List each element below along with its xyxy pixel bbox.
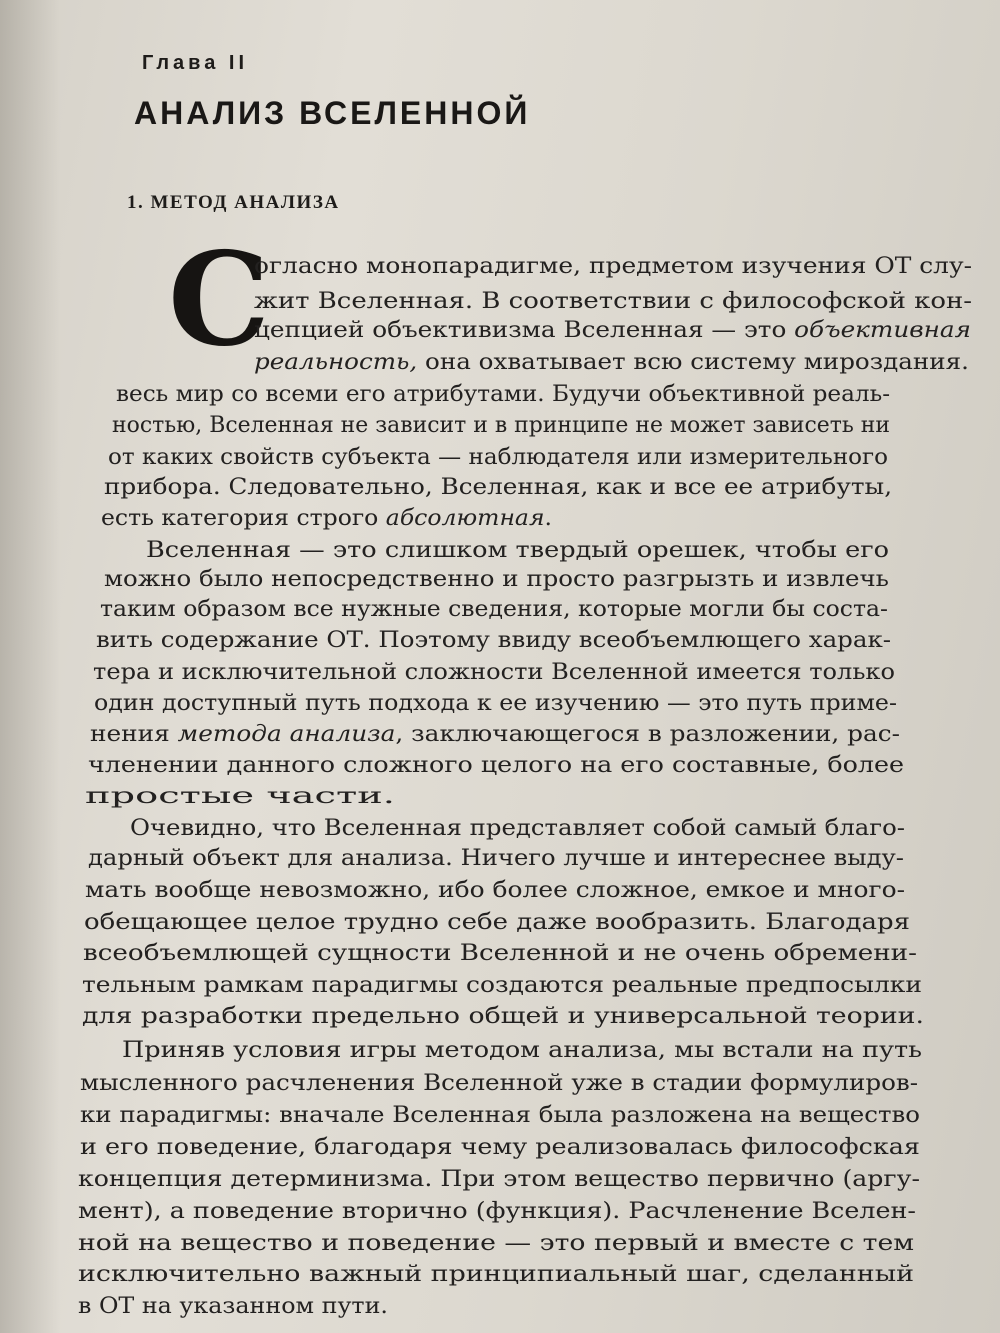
text-line xyxy=(80,1071,918,1097)
text-segment: исключительно важный принципиальный шаг, сделанный xyxy=(78,1262,915,1287)
text-line xyxy=(78,1199,916,1225)
text-segment: можно было непосредственно и просто разгрызть и извлечь xyxy=(104,567,889,592)
text-line xyxy=(254,289,972,315)
section-title: 1. МЕТОД АНАЛИЗА xyxy=(127,192,340,213)
text-segment: жит Вселенная. В соответствии с философской кон- xyxy=(254,289,973,314)
text-line xyxy=(254,350,969,376)
text-segment: она охватывает всю систему мироздания. xyxy=(417,350,970,375)
text-line xyxy=(94,691,897,717)
text-line xyxy=(93,660,895,686)
text-line xyxy=(80,1103,920,1129)
text-segment: мать вообще невозможно, ибо более сложное, емкое и много- xyxy=(85,878,905,903)
text-line xyxy=(130,816,905,842)
chapter-label: Глава II xyxy=(142,52,248,74)
text-segment: простые части. xyxy=(85,784,396,809)
text-segment: Очевидно, что Вселенная представляет собой самый благо- xyxy=(130,816,905,841)
text-segment: и его поведение, благодаря чему реализовалась философская xyxy=(80,1135,920,1160)
text-line xyxy=(78,1294,388,1320)
text-line xyxy=(146,538,889,564)
text-segment: ностью, Вселенная не зависит и в принципе не может зависеть ни xyxy=(112,413,891,438)
text-line xyxy=(100,597,888,623)
text-segment: Приняв условия игры методом анализа, мы встали на путь xyxy=(122,1038,922,1063)
text-line xyxy=(82,1004,924,1030)
text-segment: прибора. Следовательно, Вселенная, как и все ее атрибуты, xyxy=(104,475,893,500)
text-segment: ки парадигмы: вначале Вселенная была разложена на вещество xyxy=(80,1103,920,1128)
text-segment: весь мир со всеми его атрибутами. Будучи объективной реаль- xyxy=(116,382,891,407)
text-segment: нения xyxy=(90,722,178,747)
text-segment: для разработки предельно общей и универсальной теории. xyxy=(82,1004,924,1029)
text-line xyxy=(82,973,922,999)
text-segment: членении данного сложного целого на его составные, более xyxy=(88,753,905,778)
text-segment: таким образом все нужные сведения, которые могли бы соста- xyxy=(100,597,888,622)
text-segment: . xyxy=(544,506,552,531)
page-edge-shadow xyxy=(0,0,60,1333)
text-line xyxy=(85,784,395,810)
text-segment: вить содержание ОТ. Поэтому ввиду всеобъемлющего харак- xyxy=(96,628,892,653)
text-segment: в ОТ на указанном пути. xyxy=(78,1294,389,1319)
text-segment: обещающее целое трудно себе даже вообразить. Благодаря xyxy=(84,910,910,935)
text-line xyxy=(90,722,900,748)
italic-term: абсолютная xyxy=(385,506,545,531)
drop-cap: С xyxy=(168,225,270,375)
text-line xyxy=(83,941,917,967)
text-line xyxy=(254,254,972,280)
text-segment: ной на вещество и поведение — это первый и вместе с тем xyxy=(78,1231,915,1256)
text-segment: один доступный путь подхода к ее изучению — это путь приме- xyxy=(94,691,897,716)
italic-term: объективная xyxy=(794,318,971,343)
text-segment: всеобъемлющей сущности Вселенной и не очень обремени- xyxy=(83,941,918,966)
italic-term: метода анализа xyxy=(177,722,396,747)
text-segment: цепцией объективизма Вселенная — это xyxy=(254,318,795,343)
text-segment: дарный объект для анализа. Ничего лучше и интереснее выду- xyxy=(88,846,904,871)
text-line xyxy=(85,878,905,904)
text-line xyxy=(122,1038,922,1064)
italic-term: реальность, xyxy=(254,350,418,375)
text-line xyxy=(78,1231,914,1257)
text-segment: тельным рамкам парадигмы создаются реальные предпосылки xyxy=(82,973,922,998)
text-segment: от каких свойств субъекта — наблюдателя или измерительного xyxy=(108,445,889,470)
text-segment: мент), а поведение вторично (функция). Расчленение Вселен- xyxy=(78,1199,917,1224)
text-line xyxy=(84,910,910,936)
text-line xyxy=(80,1135,920,1161)
text-line xyxy=(101,506,552,532)
text-line xyxy=(112,413,890,439)
text-line xyxy=(116,382,890,408)
text-segment: есть категория строго xyxy=(101,506,386,531)
text-line xyxy=(78,1167,920,1193)
text-line xyxy=(88,846,904,872)
text-line xyxy=(96,628,891,654)
text-segment: тера и исключительной сложности Вселенной имеется только xyxy=(93,660,895,685)
text-line xyxy=(254,318,971,344)
text-line xyxy=(104,475,892,501)
text-line xyxy=(78,1262,914,1288)
chapter-title: АНАЛИЗ ВСЕЛЕННОЙ xyxy=(134,95,531,131)
text-line xyxy=(108,445,888,471)
text-segment: концепция детерминизма. При этом вещество первично (аргу- xyxy=(78,1167,920,1192)
text-line xyxy=(104,567,889,593)
text-segment: мысленного расчленения Вселенной уже в стадии формулиров- xyxy=(80,1071,919,1096)
text-line xyxy=(88,753,904,779)
text-segment: огласно монопарадигме, предметом изучения ОТ слу- xyxy=(254,254,973,279)
text-segment: Вселенная — это слишком твердый орешек, чтобы его xyxy=(146,538,890,563)
text-segment: , заключающегося в разложении, рас- xyxy=(395,722,900,747)
